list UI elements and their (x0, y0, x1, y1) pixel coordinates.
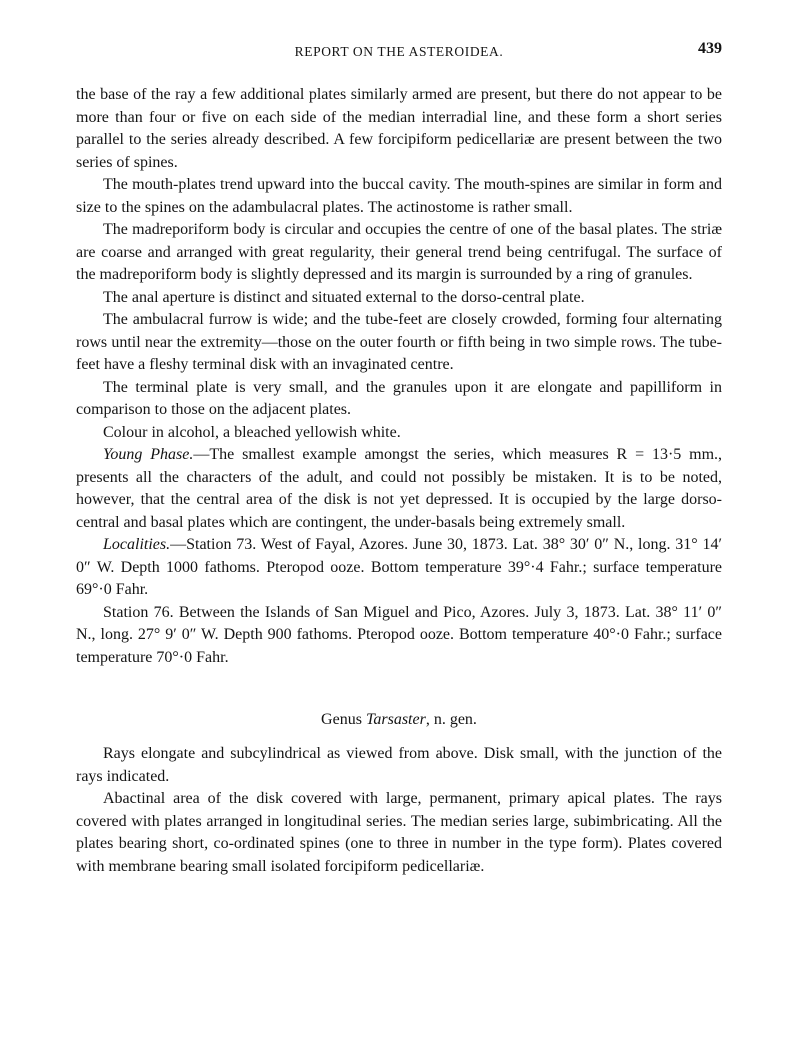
paragraph-ambulacral-furrow: The ambulacral furrow is wide; and the tube-feet are closely crowded, forming four alternating rows until near the extremity—those on the outer fourth or fifth being in two simple rows. The tube-feet have a fleshy terminal disk with an invaginated centre. (76, 311, 722, 373)
paragraph-abactinal-area: Abactinal area of the disk covered with large, permanent, primary apical plates. The rays covered with plates arranged in longitudinal series. The median series large, subimbricating. All the plates bearing short, co-ordinated spines (one to three in number in the type form). Plates covered with membrane bearing small isolated forcipiform pedicellariæ. (76, 790, 722, 875)
page-number: 439 (698, 40, 722, 57)
paragraph-colour: Colour in alcohol, a bleached yellowish white. (103, 423, 401, 441)
paragraph-anal-aperture: The anal aperture is distinct and situated external to the dorso-central plate. (103, 288, 585, 306)
paragraph-madreporiform-body: The madreporiform body is circular and occupies the centre of one of the basal plates. The striæ are coarse and arranged with great regularity, their general trend being centrifugal. The surface of the madreporiform body is slightly depressed and its margin is surrounded by a ring of granules. (76, 221, 722, 283)
paragraph-station-76: Station 76. Between the Islands of San Miguel and Pico, Azores. July 3, 1873. Lat. 38° 11′ 0″ N., long. 27° 9′ 0″ W. Depth 900 fathoms. Pteropod ooze. Bottom temperature 40°·0 Fahr.; surface temperature 70°·0 Fahr. (76, 603, 722, 666)
book-page (76, 38, 722, 1038)
running-head: REPORT ON THE ASTEROIDEA. (294, 44, 504, 59)
genus-description (76, 743, 722, 878)
paragraph-young-phase (76, 444, 722, 534)
localities-label: Localities. (103, 536, 171, 553)
paragraph-rays: Rays elongate and subcylindrical as viewed from above. Disk small, with the junction of the rays indicated. (76, 745, 722, 785)
young-phase-text: —The smallest example amongst the series, which measures R = 13·5 mm., presents all the characters of the adult, and could not possibly be mistaken. It is to be noted, however, that the central area of the disk is not yet depressed. It is occupied by the large dorso-central and basal plates which are contingent, the under-basals being extremely small. (76, 446, 723, 531)
paragraph-continued: the base of the ray a few additional plates similarly armed are present, but there do not appear to be more than four or five on each side of the median interradial line, and these form a short series parallel to the series already described. A few forcipiform pedicellariæ are present between the two series of spines. (76, 86, 722, 171)
genus-heading-suffix: , n. gen. (425, 711, 477, 728)
body-text (76, 84, 722, 669)
genus-heading-name: Tarsaster (365, 711, 426, 728)
localities-text: —Station 73. West of Fayal, Azores. June 30, 1873. Lat. 38° 30′ 0″ N., long. 31° 14′ 0″ W. Depth 1000 fathoms. Pteropod ooze. Bottom temperature 39°·4 Fahr.; surface temperature 69°·0 Fahr. (76, 536, 722, 598)
page-header (76, 38, 722, 66)
young-phase-label: Young Phase. (103, 446, 194, 463)
paragraph-mouth-plates: The mouth-plates trend upward into the buccal cavity. The mouth-spines are similar in form and size to the spines on the adambulacral plates. The actinostome is rather small. (76, 176, 722, 216)
paragraph-localities (76, 534, 722, 602)
genus-heading (76, 711, 722, 729)
genus-heading-prefix: Genus (321, 711, 366, 728)
paragraph-terminal-plate: The terminal plate is very small, and the granules upon it are elongate and papilliform in comparison to those on the adjacent plates. (76, 378, 722, 418)
